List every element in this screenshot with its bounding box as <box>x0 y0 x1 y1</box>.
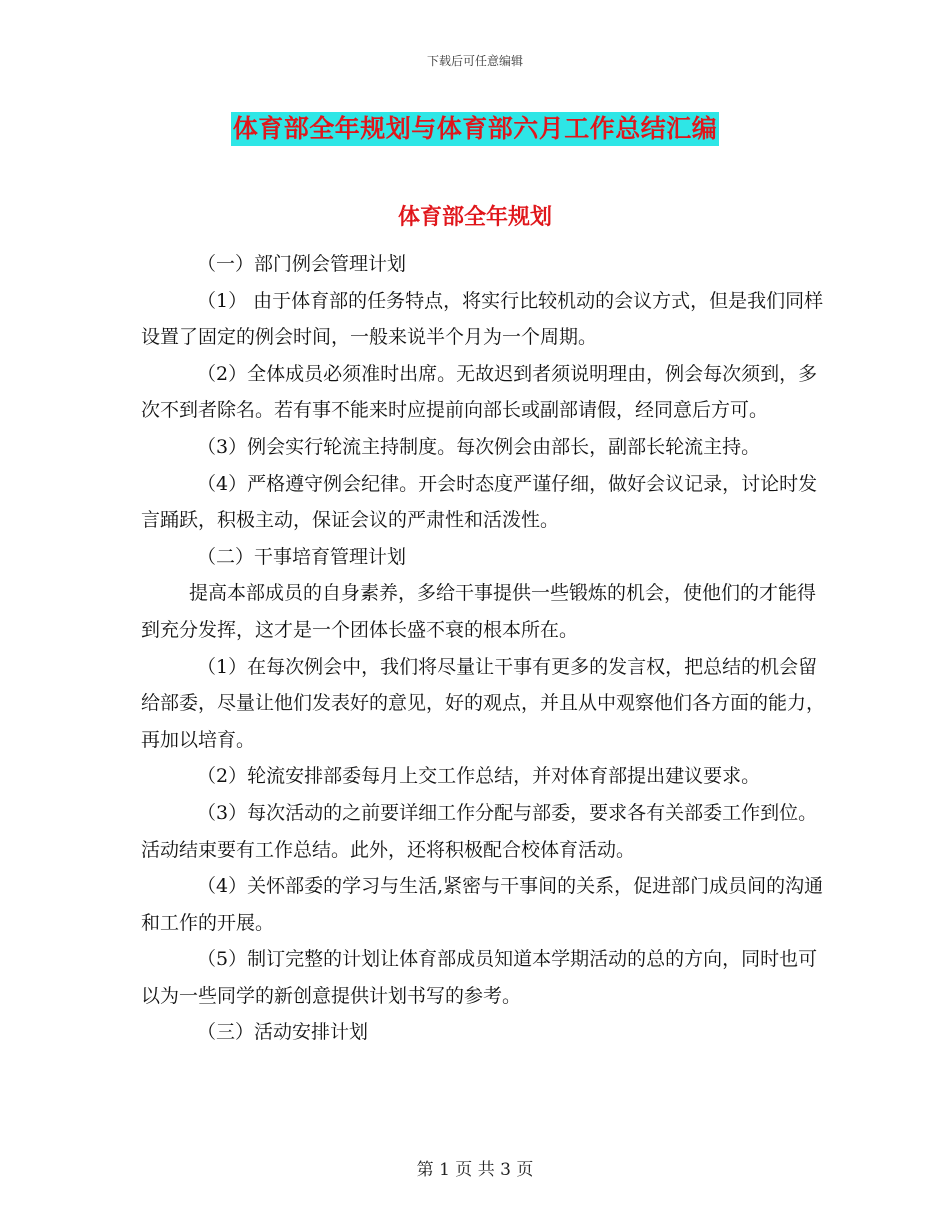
section-title: 体育部全年规划 <box>397 205 552 230</box>
document-body <box>141 246 831 1051</box>
paragraph: （3）例会实行轮流主持制度。每次例会由部长，副部长轮流主持。 <box>197 435 761 458</box>
header-note: 下载后可任意编辑 <box>426 54 523 68</box>
paragraph: 提高本部成员的自身素养，多给干事提供一些锻炼的机会，使他们的才能得到充分发挥，这才是一个团体长盛不衰的根本所在。 <box>141 582 817 641</box>
paragraph-heading: （三）活动安排计划 <box>197 1021 369 1044</box>
paragraph-heading: （二）干事培育管理计划 <box>197 545 407 568</box>
document-title-container <box>0 112 950 146</box>
paragraph: （3）每次活动的之前要详细工作分配与部委，要求各有关部委工作到位。活动结束要有工作总结。此外，还将积极配合校体育活动。 <box>141 801 818 861</box>
paragraph: （4）关怀部委的学习与生活,紧密与干事间的关系，促进部门成员间的沟通和工作的开展。 <box>141 875 824 934</box>
paragraph: （1） 由于体育部的任务特点，将实行比较机动的会议方式，但是我们同样设置了固定的例会时间，一般来说半个月为一个周期。 <box>141 289 824 349</box>
paragraph: （5）制订完整的计划让体育部成员知道本学期活动的总的方向，同时也可以为一些同学的新创意提供计划书写的参考。 <box>141 948 818 1007</box>
paragraph: （1）在每次例会中，我们将尽量让干事有更多的发言权，把总结的机会留给部委，尽量让他们发表好的意见，好的观点，并且从中观察他们各方面的能力，再加以培育。 <box>141 655 826 751</box>
paragraph-heading: （一）部门例会管理计划 <box>197 253 407 275</box>
paragraph: （2）轮流安排部委每月上交工作总结，并对体育部提出建议要求。 <box>197 765 761 788</box>
paragraph: （4）严格遵守例会纪律。开会时态度严谨仔细，做好会议记录，讨论时发言踊跃，积极主动，保证会议的严肃性和活泼性。 <box>141 472 818 532</box>
document-title: 体育部全年规划与体育部六月工作总结汇编 <box>231 112 720 146</box>
page-number-footer: 第 1 页 共 3 页 <box>416 1160 534 1180</box>
paragraph: （2）全体成员必须准时出席。无故迟到者须说明理由，例会每次须到，多次不到者除名。若有事不能来时应提前向部长或副部请假，经同意后方可。 <box>141 362 818 422</box>
